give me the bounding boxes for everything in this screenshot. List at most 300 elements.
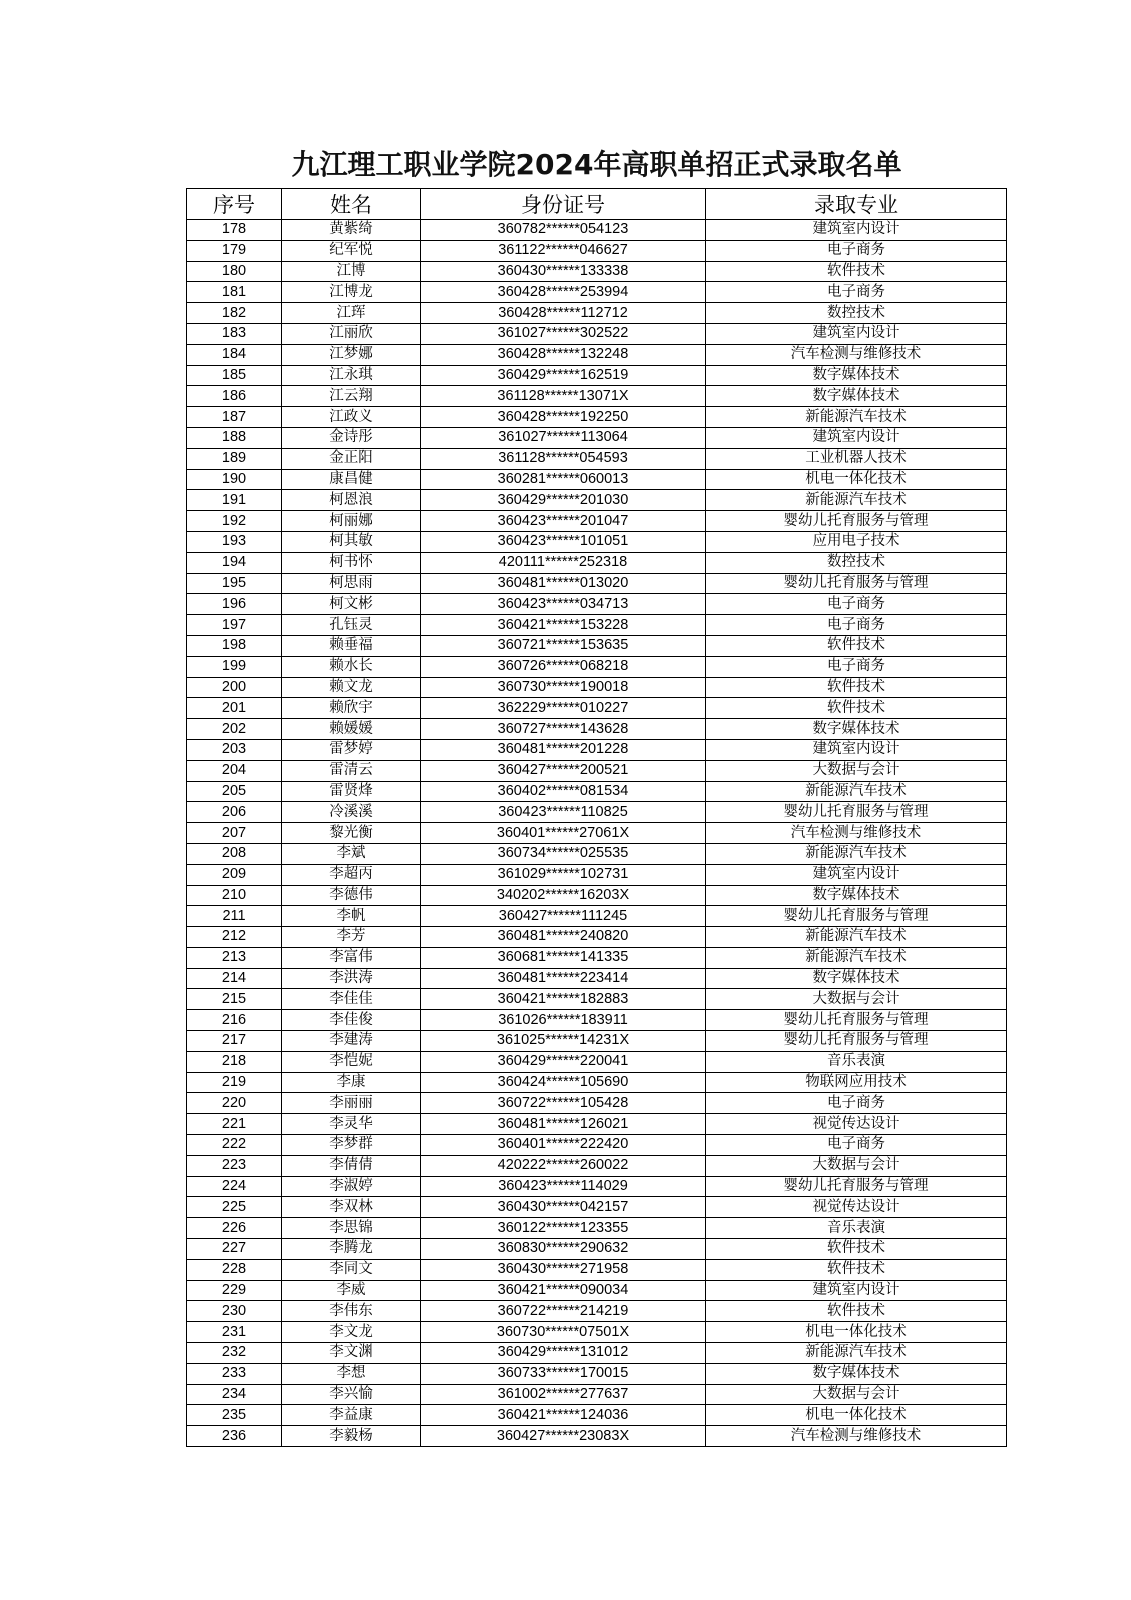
table-row	[187, 1072, 1007, 1093]
name-cell: 李丽丽	[282, 1093, 421, 1114]
major-cell: 新能源汽车技术	[706, 843, 1007, 864]
major-cell: 大数据与会计	[706, 989, 1007, 1010]
name-cell: 李同文	[282, 1259, 421, 1280]
table-row	[187, 1155, 1007, 1176]
name-cell: 李双林	[282, 1197, 421, 1218]
serial-cell: 209	[187, 864, 282, 885]
major-cell: 视觉传达设计	[706, 1114, 1007, 1135]
serial-cell: 199	[187, 656, 282, 677]
id-number-cell: 361122******046627	[421, 240, 706, 261]
table-row	[187, 531, 1007, 552]
table-header-row	[187, 189, 1007, 220]
table-row	[187, 760, 1007, 781]
name-cell: 柯文彬	[282, 594, 421, 615]
id-number-cell: 360122******123355	[421, 1218, 706, 1239]
serial-cell: 233	[187, 1363, 282, 1384]
table-row	[187, 1031, 1007, 1052]
admission-table	[186, 188, 1007, 1447]
name-cell: 赖水长	[282, 656, 421, 677]
id-number-cell: 361128******054593	[421, 448, 706, 469]
name-cell: 雷清云	[282, 760, 421, 781]
serial-cell: 196	[187, 594, 282, 615]
major-cell: 数字媒体技术	[706, 968, 1007, 989]
table-row	[187, 220, 1007, 241]
major-cell: 电子商务	[706, 594, 1007, 615]
major-cell: 软件技术	[706, 1239, 1007, 1260]
name-cell: 李文渊	[282, 1343, 421, 1364]
serial-cell: 201	[187, 698, 282, 719]
serial-cell: 230	[187, 1301, 282, 1322]
major-cell: 电子商务	[706, 615, 1007, 636]
table-row	[187, 594, 1007, 615]
major-cell: 数字媒体技术	[706, 365, 1007, 386]
major-cell: 大数据与会计	[706, 760, 1007, 781]
id-number-cell: 360427******111245	[421, 906, 706, 927]
name-cell: 江博	[282, 261, 421, 282]
name-cell: 李威	[282, 1280, 421, 1301]
name-cell: 李佳俊	[282, 1010, 421, 1031]
major-cell: 婴幼儿托育服务与管理	[706, 511, 1007, 532]
table-row	[187, 1384, 1007, 1405]
serial-cell: 179	[187, 240, 282, 261]
major-cell: 婴幼儿托育服务与管理	[706, 1010, 1007, 1031]
major-cell: 建筑室内设计	[706, 739, 1007, 760]
name-cell: 李腾龙	[282, 1239, 421, 1260]
id-number-cell: 360481******240820	[421, 927, 706, 948]
id-number-cell: 360721******153635	[421, 635, 706, 656]
table-row	[187, 1405, 1007, 1426]
serial-cell: 202	[187, 719, 282, 740]
serial-cell: 184	[187, 344, 282, 365]
serial-cell: 183	[187, 323, 282, 344]
id-number-cell: 360730******07501X	[421, 1322, 706, 1343]
name-cell: 康昌健	[282, 469, 421, 490]
serial-cell: 228	[187, 1259, 282, 1280]
id-number-cell: 420111******252318	[421, 552, 706, 573]
table-row	[187, 1322, 1007, 1343]
name-cell: 李益康	[282, 1405, 421, 1426]
name-cell: 赖文龙	[282, 677, 421, 698]
id-number-cell: 361025******14231X	[421, 1031, 706, 1052]
major-cell: 数字媒体技术	[706, 386, 1007, 407]
table-row	[187, 947, 1007, 968]
major-cell: 婴幼儿托育服务与管理	[706, 906, 1007, 927]
serial-cell: 190	[187, 469, 282, 490]
serial-cell: 195	[187, 573, 282, 594]
major-cell: 汽车检测与维修技术	[706, 823, 1007, 844]
table-row	[187, 635, 1007, 656]
id-number-cell: 340202******16203X	[421, 885, 706, 906]
table-row	[187, 1135, 1007, 1156]
table-row	[187, 1176, 1007, 1197]
major-cell: 机电一体化技术	[706, 1322, 1007, 1343]
serial-cell: 232	[187, 1343, 282, 1364]
id-number-cell: 361128******13071X	[421, 386, 706, 407]
name-cell: 金正阳	[282, 448, 421, 469]
major-cell: 大数据与会计	[706, 1384, 1007, 1405]
name-cell: 李淑婷	[282, 1176, 421, 1197]
major-cell: 工业机器人技术	[706, 448, 1007, 469]
name-cell: 赖垂福	[282, 635, 421, 656]
table-row	[187, 407, 1007, 428]
major-cell: 电子商务	[706, 1135, 1007, 1156]
name-cell: 江珲	[282, 303, 421, 324]
major-cell: 软件技术	[706, 677, 1007, 698]
table-row	[187, 511, 1007, 532]
id-number-cell: 420222******260022	[421, 1155, 706, 1176]
id-number-cell: 360421******090034	[421, 1280, 706, 1301]
header-serial: 序号	[187, 189, 282, 220]
name-cell: 李兴愉	[282, 1384, 421, 1405]
major-cell: 婴幼儿托育服务与管理	[706, 1176, 1007, 1197]
table-row	[187, 927, 1007, 948]
serial-cell: 181	[187, 282, 282, 303]
name-cell: 赖欣宇	[282, 698, 421, 719]
major-cell: 软件技术	[706, 635, 1007, 656]
name-cell: 李洪涛	[282, 968, 421, 989]
table-row	[187, 344, 1007, 365]
major-cell: 机电一体化技术	[706, 1405, 1007, 1426]
id-number-cell: 360481******013020	[421, 573, 706, 594]
id-number-cell: 360782******054123	[421, 220, 706, 241]
serial-cell: 192	[187, 511, 282, 532]
id-number-cell: 360428******112712	[421, 303, 706, 324]
id-number-cell: 360427******200521	[421, 760, 706, 781]
table-row	[187, 1093, 1007, 1114]
major-cell: 婴幼儿托育服务与管理	[706, 573, 1007, 594]
serial-cell: 236	[187, 1426, 282, 1447]
serial-cell: 215	[187, 989, 282, 1010]
name-cell: 李富伟	[282, 947, 421, 968]
name-cell: 雷梦婷	[282, 739, 421, 760]
name-cell: 江丽欣	[282, 323, 421, 344]
serial-cell: 222	[187, 1135, 282, 1156]
name-cell: 柯其敏	[282, 531, 421, 552]
id-number-cell: 360423******110825	[421, 802, 706, 823]
name-cell: 柯书怀	[282, 552, 421, 573]
name-cell: 李倩倩	[282, 1155, 421, 1176]
serial-cell: 187	[187, 407, 282, 428]
id-number-cell: 360430******271958	[421, 1259, 706, 1280]
serial-cell: 221	[187, 1114, 282, 1135]
name-cell: 李建涛	[282, 1031, 421, 1052]
name-cell: 江博龙	[282, 282, 421, 303]
table-body	[187, 220, 1007, 1447]
id-number-cell: 360481******201228	[421, 739, 706, 760]
name-cell: 李恺妮	[282, 1051, 421, 1072]
name-cell: 黎光衡	[282, 823, 421, 844]
id-number-cell: 360430******133338	[421, 261, 706, 282]
name-cell: 江政义	[282, 407, 421, 428]
id-number-cell: 360429******162519	[421, 365, 706, 386]
table-row	[187, 240, 1007, 261]
serial-cell: 234	[187, 1384, 282, 1405]
table-row	[187, 1114, 1007, 1135]
serial-cell: 206	[187, 802, 282, 823]
serial-cell: 235	[187, 1405, 282, 1426]
name-cell: 李佳佳	[282, 989, 421, 1010]
serial-cell: 227	[187, 1239, 282, 1260]
table-row	[187, 282, 1007, 303]
serial-cell: 188	[187, 427, 282, 448]
document-title: 九江理工职业学院2024年高职单招正式录取名单	[291, 148, 902, 181]
table-row	[187, 885, 1007, 906]
id-number-cell: 360430******042157	[421, 1197, 706, 1218]
major-cell: 电子商务	[706, 240, 1007, 261]
serial-cell: 229	[187, 1280, 282, 1301]
major-cell: 视觉传达设计	[706, 1197, 1007, 1218]
serial-cell: 194	[187, 552, 282, 573]
serial-cell: 223	[187, 1155, 282, 1176]
table-row	[187, 1363, 1007, 1384]
id-number-cell: 360734******025535	[421, 843, 706, 864]
major-cell: 数字媒体技术	[706, 719, 1007, 740]
serial-cell: 180	[187, 261, 282, 282]
table-row	[187, 843, 1007, 864]
table-row	[187, 906, 1007, 927]
serial-cell: 224	[187, 1176, 282, 1197]
major-cell: 数字媒体技术	[706, 885, 1007, 906]
id-number-cell: 361029******102731	[421, 864, 706, 885]
table-row	[187, 573, 1007, 594]
table-row	[187, 1239, 1007, 1260]
id-number-cell: 360727******143628	[421, 719, 706, 740]
major-cell: 软件技术	[706, 1259, 1007, 1280]
id-number-cell: 361026******183911	[421, 1010, 706, 1031]
major-cell: 汽车检测与维修技术	[706, 1426, 1007, 1447]
id-number-cell: 360429******201030	[421, 490, 706, 511]
name-cell: 李想	[282, 1363, 421, 1384]
table-row	[187, 427, 1007, 448]
major-cell: 软件技术	[706, 261, 1007, 282]
name-cell: 李帆	[282, 906, 421, 927]
name-cell: 李文龙	[282, 1322, 421, 1343]
name-cell: 柯思雨	[282, 573, 421, 594]
id-number-cell: 360726******068218	[421, 656, 706, 677]
id-number-cell: 360428******253994	[421, 282, 706, 303]
id-number-cell: 360730******190018	[421, 677, 706, 698]
id-number-cell: 360281******060013	[421, 469, 706, 490]
serial-cell: 207	[187, 823, 282, 844]
major-cell: 新能源汽车技术	[706, 1343, 1007, 1364]
name-cell: 江永琪	[282, 365, 421, 386]
id-number-cell: 361027******113064	[421, 427, 706, 448]
major-cell: 数控技术	[706, 552, 1007, 573]
serial-cell: 212	[187, 927, 282, 948]
serial-cell: 186	[187, 386, 282, 407]
table-row	[187, 677, 1007, 698]
major-cell: 建筑室内设计	[706, 1280, 1007, 1301]
id-number-cell: 360722******214219	[421, 1301, 706, 1322]
name-cell: 李超丙	[282, 864, 421, 885]
serial-cell: 225	[187, 1197, 282, 1218]
table-row	[187, 615, 1007, 636]
major-cell: 建筑室内设计	[706, 323, 1007, 344]
header-major: 录取专业	[706, 189, 1007, 220]
table-row	[187, 261, 1007, 282]
id-number-cell: 360402******081534	[421, 781, 706, 802]
major-cell: 新能源汽车技术	[706, 407, 1007, 428]
table-row	[187, 698, 1007, 719]
serial-cell: 203	[187, 739, 282, 760]
id-number-cell: 360428******192250	[421, 407, 706, 428]
major-cell: 建筑室内设计	[706, 864, 1007, 885]
serial-cell: 208	[187, 843, 282, 864]
serial-cell: 219	[187, 1072, 282, 1093]
table-row	[187, 365, 1007, 386]
major-cell: 数控技术	[706, 303, 1007, 324]
name-cell: 李思锦	[282, 1218, 421, 1239]
serial-cell: 182	[187, 303, 282, 324]
id-number-cell: 360481******126021	[421, 1114, 706, 1135]
name-cell: 纪军悦	[282, 240, 421, 261]
name-cell: 李康	[282, 1072, 421, 1093]
serial-cell: 200	[187, 677, 282, 698]
name-cell: 李灵华	[282, 1114, 421, 1135]
major-cell: 新能源汽车技术	[706, 490, 1007, 511]
id-number-cell: 360481******223414	[421, 968, 706, 989]
major-cell: 建筑室内设计	[706, 220, 1007, 241]
major-cell: 汽车检测与维修技术	[706, 344, 1007, 365]
id-number-cell: 360830******290632	[421, 1239, 706, 1260]
serial-cell: 191	[187, 490, 282, 511]
major-cell: 机电一体化技术	[706, 469, 1007, 490]
id-number-cell: 360733******170015	[421, 1363, 706, 1384]
major-cell: 音乐表演	[706, 1051, 1007, 1072]
id-number-cell: 360421******153228	[421, 615, 706, 636]
table-row	[187, 1051, 1007, 1072]
table-row	[187, 968, 1007, 989]
id-number-cell: 360428******132248	[421, 344, 706, 365]
id-number-cell: 360429******131012	[421, 1343, 706, 1364]
table-row	[187, 739, 1007, 760]
major-cell: 应用电子技术	[706, 531, 1007, 552]
table-row	[187, 448, 1007, 469]
serial-cell: 197	[187, 615, 282, 636]
id-number-cell: 360401******27061X	[421, 823, 706, 844]
id-number-cell: 360421******182883	[421, 989, 706, 1010]
table-row	[187, 1343, 1007, 1364]
id-number-cell: 360722******105428	[421, 1093, 706, 1114]
table-row	[187, 864, 1007, 885]
name-cell: 李斌	[282, 843, 421, 864]
name-cell: 黄紫绮	[282, 220, 421, 241]
major-cell: 物联网应用技术	[706, 1072, 1007, 1093]
name-cell: 李毅杨	[282, 1426, 421, 1447]
name-cell: 柯恩浪	[282, 490, 421, 511]
id-number-cell: 361027******302522	[421, 323, 706, 344]
id-number-cell: 360401******222420	[421, 1135, 706, 1156]
serial-cell: 198	[187, 635, 282, 656]
serial-cell: 205	[187, 781, 282, 802]
table-row	[187, 1218, 1007, 1239]
major-cell: 新能源汽车技术	[706, 927, 1007, 948]
major-cell: 婴幼儿托育服务与管理	[706, 802, 1007, 823]
table-row	[187, 781, 1007, 802]
major-cell: 软件技术	[706, 1301, 1007, 1322]
serial-cell: 189	[187, 448, 282, 469]
id-number-cell: 361002******277637	[421, 1384, 706, 1405]
table-row	[187, 656, 1007, 677]
table-row	[187, 552, 1007, 573]
name-cell: 雷贤烽	[282, 781, 421, 802]
serial-cell: 226	[187, 1218, 282, 1239]
serial-cell: 178	[187, 220, 282, 241]
serial-cell: 211	[187, 906, 282, 927]
name-cell: 冷溪溪	[282, 802, 421, 823]
major-cell: 电子商务	[706, 1093, 1007, 1114]
major-cell: 大数据与会计	[706, 1155, 1007, 1176]
major-cell: 新能源汽车技术	[706, 947, 1007, 968]
name-cell: 江梦娜	[282, 344, 421, 365]
serial-cell: 204	[187, 760, 282, 781]
major-cell: 音乐表演	[706, 1218, 1007, 1239]
id-number-cell: 360421******124036	[421, 1405, 706, 1426]
serial-cell: 185	[187, 365, 282, 386]
table-row	[187, 490, 1007, 511]
name-cell: 赖媛媛	[282, 719, 421, 740]
name-cell: 柯丽娜	[282, 511, 421, 532]
table-row	[187, 1280, 1007, 1301]
major-cell: 数字媒体技术	[706, 1363, 1007, 1384]
table-row	[187, 303, 1007, 324]
table-row	[187, 1259, 1007, 1280]
serial-cell: 218	[187, 1051, 282, 1072]
table-row	[187, 323, 1007, 344]
id-number-cell: 360681******141335	[421, 947, 706, 968]
table-row	[187, 1301, 1007, 1322]
id-number-cell: 360423******101051	[421, 531, 706, 552]
serial-cell: 210	[187, 885, 282, 906]
major-cell: 软件技术	[706, 698, 1007, 719]
table-row	[187, 1197, 1007, 1218]
name-cell: 李德伟	[282, 885, 421, 906]
table-row	[187, 823, 1007, 844]
name-cell: 江云翔	[282, 386, 421, 407]
id-number-cell: 362229******010227	[421, 698, 706, 719]
header-name: 姓名	[282, 189, 421, 220]
serial-cell: 216	[187, 1010, 282, 1031]
serial-cell: 214	[187, 968, 282, 989]
name-cell: 李梦群	[282, 1135, 421, 1156]
table-row	[187, 989, 1007, 1010]
major-cell: 电子商务	[706, 282, 1007, 303]
serial-cell: 217	[187, 1031, 282, 1052]
table-row	[187, 469, 1007, 490]
name-cell: 李伟东	[282, 1301, 421, 1322]
table-row	[187, 802, 1007, 823]
major-cell: 建筑室内设计	[706, 427, 1007, 448]
id-number-cell: 360427******23083X	[421, 1426, 706, 1447]
name-cell: 李芳	[282, 927, 421, 948]
id-number-cell: 360429******220041	[421, 1051, 706, 1072]
serial-cell: 231	[187, 1322, 282, 1343]
header-id-number: 身份证号	[421, 189, 706, 220]
table-row	[187, 1010, 1007, 1031]
name-cell: 金诗彤	[282, 427, 421, 448]
id-number-cell: 360424******105690	[421, 1072, 706, 1093]
serial-cell: 193	[187, 531, 282, 552]
serial-cell: 213	[187, 947, 282, 968]
table-row	[187, 719, 1007, 740]
id-number-cell: 360423******114029	[421, 1176, 706, 1197]
name-cell: 孔钰灵	[282, 615, 421, 636]
major-cell: 新能源汽车技术	[706, 781, 1007, 802]
id-number-cell: 360423******034713	[421, 594, 706, 615]
major-cell: 婴幼儿托育服务与管理	[706, 1031, 1007, 1052]
table-row	[187, 1426, 1007, 1447]
serial-cell: 220	[187, 1093, 282, 1114]
